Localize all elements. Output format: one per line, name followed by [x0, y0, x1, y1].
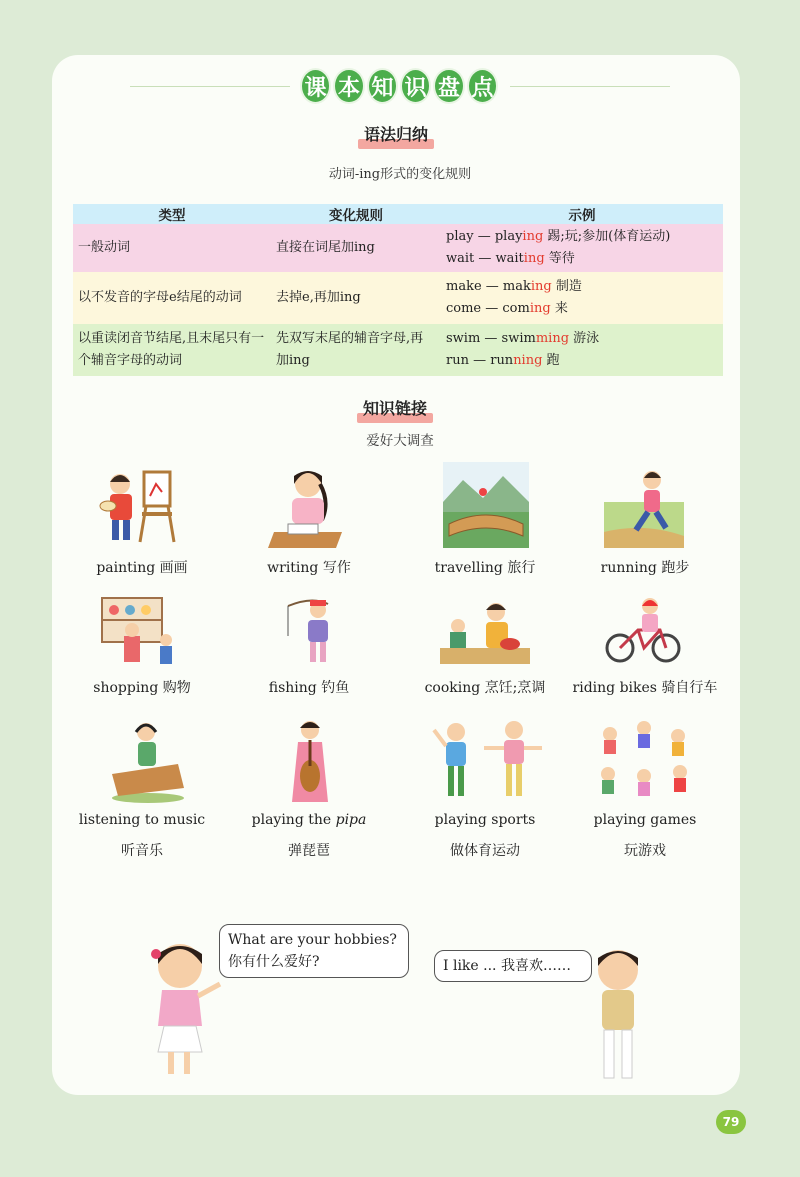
example-line — [446, 248, 718, 270]
cooking-illustration — [440, 596, 530, 666]
grammar-caption: 动词-ing形式的变化规则 — [328, 167, 472, 182]
table-header: 示例 — [441, 204, 723, 224]
example-meaning: 制造 — [551, 279, 582, 294]
rule-examples — [441, 324, 723, 376]
example-suffix: ing — [522, 229, 544, 244]
hobby-zh: 跑步 — [661, 560, 690, 576]
example-meaning: 等待 — [544, 251, 575, 266]
title-char: 点 — [467, 68, 498, 104]
question-en: What are your hobbies? — [228, 932, 397, 948]
hobby-zh: 旅行 — [507, 560, 536, 576]
table-row — [73, 224, 723, 272]
travelling-illustration — [443, 462, 529, 548]
link-heading: 知识链接 — [357, 394, 433, 421]
writing-illustration — [268, 462, 348, 550]
hobby-caption — [400, 557, 570, 577]
rule-text: 先双写末尾的辅音字母,再加ing — [271, 324, 441, 376]
hobby-caption-en: playing sports — [434, 812, 536, 828]
example-base: make — mak — [446, 279, 531, 294]
title-char: 本 — [333, 68, 364, 104]
grammar-heading: 语法归纳 — [358, 120, 434, 147]
shopping-illustration — [100, 596, 180, 666]
rule-type: 一般动词 — [73, 224, 271, 272]
hobby-zh: 购物 — [162, 680, 191, 696]
hobby-caption — [224, 677, 394, 697]
table-header-row — [73, 204, 723, 224]
rule-type: 以不发音的字母e结尾的动词 — [73, 272, 271, 324]
example-line — [446, 298, 718, 320]
hobby-en: painting — [96, 560, 156, 576]
hobby-caption — [224, 557, 394, 577]
hobby-caption — [560, 557, 730, 577]
example-meaning: 游泳 — [569, 331, 600, 346]
hobby-en: playing the — [251, 812, 336, 828]
example-base: swim — swim — [446, 331, 536, 346]
rule-examples — [441, 224, 723, 272]
hobby-caption — [57, 557, 227, 577]
rule-examples — [441, 272, 723, 324]
boy-character — [582, 940, 652, 1085]
example-meaning: 来 — [550, 301, 568, 316]
hobby-en: running — [600, 560, 657, 576]
title-char: 盘 — [433, 68, 464, 104]
title-rule-right — [510, 86, 670, 87]
table-row — [73, 272, 723, 324]
example-base: play — play — [446, 229, 523, 244]
hobby-en-italic: pipa — [335, 812, 367, 828]
hobby-zh: 烹饪;烹调 — [484, 680, 546, 696]
running-illustration — [604, 462, 684, 548]
example-meaning: 跑 — [542, 353, 560, 368]
table-header: 变化规则 — [271, 204, 441, 224]
listening-music-illustration — [108, 718, 188, 804]
rule-type: 以重读闭音节结尾,且末尾只有一个辅音字母的动词 — [73, 324, 271, 376]
rule-text: 直接在词尾加ing — [271, 224, 441, 272]
games-illustration — [594, 718, 694, 804]
rule-text: 去掉e,再加ing — [271, 272, 441, 324]
question-zh: 你有什么爱好? — [228, 954, 320, 970]
girl-character — [140, 930, 230, 1080]
sports-illustration — [432, 718, 542, 804]
hobby-en: writing — [267, 560, 319, 576]
question-bubble — [219, 924, 409, 978]
hobby-en: travelling — [434, 560, 503, 576]
title-char: 课 — [300, 68, 331, 104]
hobby-caption — [560, 677, 730, 697]
hobby-caption-zh: 听音乐 — [121, 843, 163, 859]
hobby-zh: 写作 — [322, 560, 351, 576]
ing-rules-table — [73, 204, 723, 376]
example-suffix: ing — [530, 279, 552, 294]
table-header: 类型 — [73, 204, 271, 224]
page-number: 79 — [716, 1110, 746, 1134]
fishing-illustration — [282, 596, 342, 666]
example-line — [446, 350, 718, 372]
example-suffix: ning — [513, 353, 543, 368]
riding-bikes-illustration — [604, 596, 684, 666]
answer-bubble: I like ... 我喜欢…… — [434, 950, 592, 982]
example-line — [446, 276, 718, 298]
hobby-en: shopping — [93, 680, 159, 696]
hobby-zh: 画画 — [159, 560, 188, 576]
example-line — [446, 226, 718, 248]
title-char: 知 — [367, 68, 398, 104]
link-caption: 爱好大调查 — [366, 433, 434, 449]
hobby-en: fishing — [268, 680, 317, 696]
title-char: 识 — [400, 68, 431, 104]
example-suffix: ing — [529, 301, 551, 316]
example-suffix: ing — [523, 251, 545, 266]
painting-illustration — [96, 462, 186, 550]
title-rule-left — [130, 86, 290, 87]
hobby-caption-en — [224, 812, 394, 828]
hobby-zh: 钓鱼 — [321, 680, 350, 696]
example-suffix: ming — [535, 331, 570, 346]
hobby-caption-en: playing games — [593, 812, 697, 828]
hobby-caption-zh: 弹琵琶 — [288, 843, 330, 859]
hobby-caption-zh: 做体育运动 — [450, 843, 520, 859]
pipa-illustration — [286, 718, 336, 804]
hobby-en: riding bikes — [572, 680, 657, 696]
example-meaning: 踢;玩;参加(体育运动) — [543, 229, 671, 244]
hobby-caption — [57, 677, 227, 697]
page-title — [300, 64, 498, 108]
example-base: run — run — [446, 353, 514, 368]
example-base: come — com — [446, 301, 530, 316]
hobby-en: cooking — [424, 680, 481, 696]
example-line — [446, 328, 718, 350]
hobby-zh: 骑自行车 — [661, 680, 718, 696]
hobby-caption — [400, 677, 570, 697]
table-row — [73, 324, 723, 376]
hobby-caption-en: listening to music — [78, 812, 206, 828]
example-base: wait — wait — [446, 251, 524, 266]
hobby-caption-zh: 玩游戏 — [624, 843, 666, 859]
